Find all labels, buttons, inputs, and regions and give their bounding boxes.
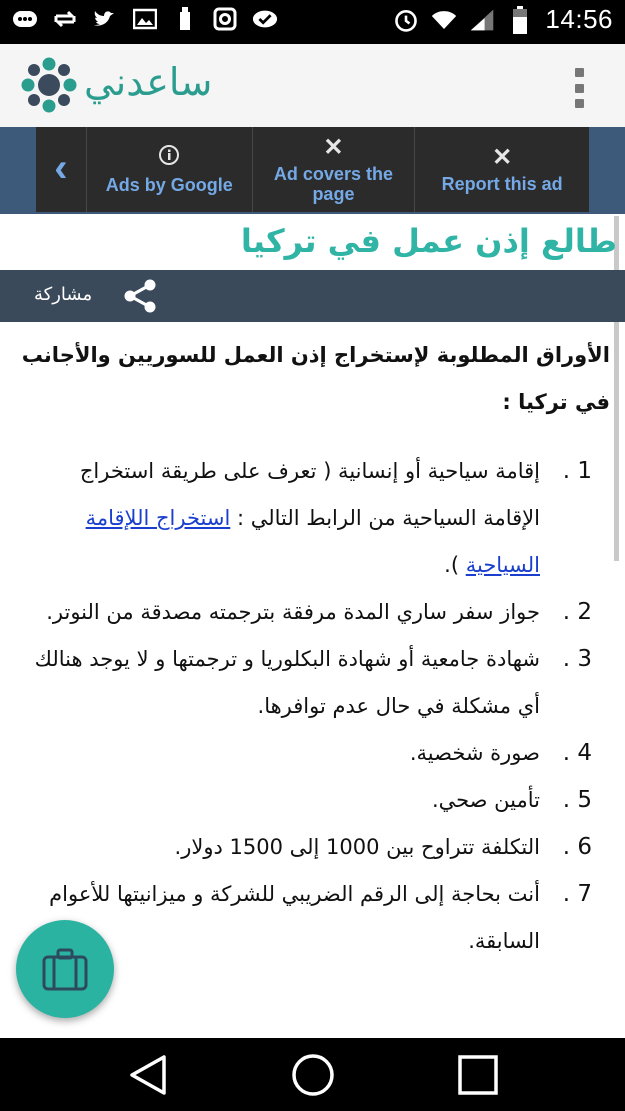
list-item-number: 7 .: [562, 881, 592, 907]
ads-by-google-label: Ads by Google: [105, 175, 233, 195]
share-icon[interactable]: [120, 276, 160, 316]
ad-banner: [0, 127, 625, 214]
list-item-text-end: ).: [444, 553, 466, 577]
instagram-icon: [212, 6, 238, 32]
report-ad-button[interactable]: [415, 127, 589, 212]
image-icon: [132, 6, 158, 32]
ad-back-button[interactable]: [36, 127, 87, 212]
list-item-number: 2 .: [562, 599, 592, 625]
sync-icon: [52, 6, 78, 32]
alarm-icon: [393, 7, 419, 33]
list-item: [18, 448, 610, 589]
list-item-number: 4 .: [562, 740, 592, 766]
list-item-number: 5 .: [562, 787, 592, 813]
list-item-text: شهادة جامعية أو شهادة البكلوريا و ترجمتها و لا يوجد هنالك أي مشكلة في حال عدم توافرها.: [34, 647, 540, 718]
close-icon: ✕: [323, 133, 344, 161]
suitcase-fab-button[interactable]: [16, 920, 114, 1018]
article-intro: الأوراق المطلوبة لإستخراج إذن العمل للسوريين والأجانب في تركيا :: [21, 343, 610, 414]
list-item: [18, 777, 610, 824]
ads-by-google-button[interactable]: [87, 127, 253, 212]
list-item-text: تأمين صحي.: [431, 788, 540, 812]
back-icon[interactable]: [126, 1052, 172, 1098]
list-item-text: صورة شخصية.: [409, 741, 540, 765]
home-icon[interactable]: [290, 1052, 336, 1098]
recents-icon[interactable]: [455, 1052, 501, 1098]
share-button-label[interactable]: مشاركة: [34, 284, 93, 305]
list-item: [18, 730, 610, 777]
list-item-text: إقامة سياحية أو إنسانية ( تعرف على طريقة استخراج الإقامة السياحية من الرابط التالي :: [79, 459, 540, 530]
chevron-left-icon: ‹: [54, 145, 68, 190]
share-bar: [0, 270, 625, 322]
check-icon: [252, 6, 278, 32]
app-bar: [0, 44, 625, 128]
list-item-text: التكلفة تتراوح بين 1000 إلى 1500 دولار.: [174, 835, 540, 859]
info-icon: [158, 144, 180, 171]
article-body: [18, 332, 610, 965]
signal-icon: [469, 7, 495, 33]
report-ad-label: Report this ad: [441, 173, 563, 194]
list-item-text: أنت بحاجة إلى الرقم الضريبي للشركة و ميزانيتها للأعوام السابقة.: [49, 882, 540, 953]
messages-icon: [12, 6, 38, 32]
ad-feedback-panel: [36, 127, 589, 212]
list-item: [18, 636, 610, 730]
list-item: [18, 824, 610, 871]
system-nav-bar: [0, 1038, 625, 1111]
close-icon: ✕: [492, 143, 513, 171]
clock-time: 14:56: [545, 4, 613, 34]
scrollbar[interactable]: [614, 216, 619, 561]
app-logo-text: ساعدني: [84, 60, 213, 104]
tourist-residency-link[interactable]: استخراج اللإقامة السياحية: [85, 506, 540, 577]
requirements-list: [18, 448, 610, 965]
status-bar: [0, 0, 625, 44]
usb-icon: [172, 6, 198, 32]
twitter-icon: [92, 6, 118, 32]
logo-icon[interactable]: [20, 56, 78, 114]
wifi-icon: [431, 7, 457, 33]
ad-covers-page-label: Ad covers the page: [273, 163, 393, 204]
ad-covers-page-button[interactable]: [253, 127, 416, 212]
list-item-text: جواز سفر ساري المدة مرفقة بترجمته مصدقة من النوتر.: [46, 600, 540, 624]
battery-icon: [507, 7, 533, 33]
list-item-number: 6 .: [562, 834, 592, 860]
list-item-number: 3 .: [562, 646, 592, 672]
list-item: [18, 589, 610, 636]
list-item-number: 1 .: [562, 458, 592, 484]
suitcase-icon: [40, 944, 90, 994]
overflow-menu-icon[interactable]: [573, 68, 585, 108]
page-title: طالع إذن عمل في تركيا: [240, 222, 617, 260]
